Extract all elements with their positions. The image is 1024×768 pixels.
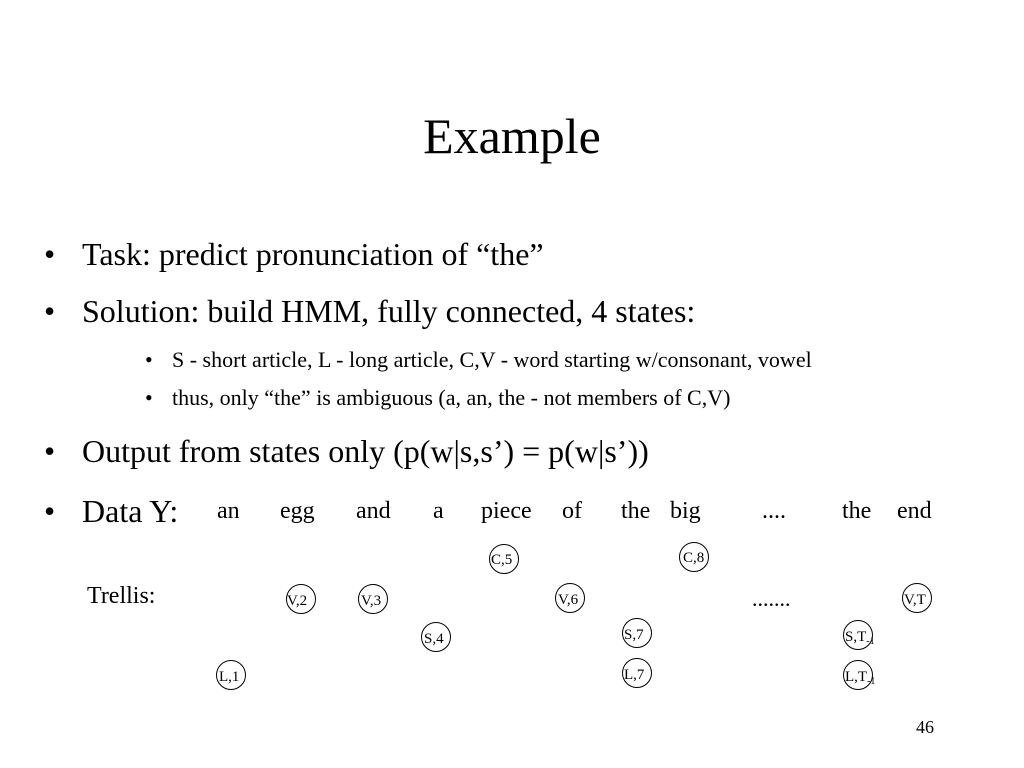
- bullet-task: [44, 234, 544, 274]
- slide-title: Example: [423, 108, 601, 164]
- trellis-node-label: V,3: [361, 593, 382, 609]
- trellis-node-label: $S,T_{-1}$: [845, 629, 875, 647]
- bullet-dot: •: [145, 347, 153, 372]
- data-word: big: [670, 498, 701, 524]
- data-word: end: [897, 498, 932, 524]
- bullet-dot: •: [44, 236, 56, 272]
- bullet-text: Solution: build HMM, fully connected, 4 states:: [82, 293, 696, 329]
- trellis-node-label: V,2: [287, 593, 308, 609]
- bullet-dot: •: [44, 433, 56, 469]
- data-word: an: [217, 498, 240, 524]
- bullet-solution: [44, 291, 695, 331]
- data-word: ....: [762, 498, 786, 524]
- trellis-node-label: L,1: [219, 669, 240, 685]
- trellis-node-label: S,7: [624, 627, 644, 643]
- sub-bullet-ambiguous: [145, 384, 730, 412]
- data-word: of: [562, 498, 582, 524]
- data-word: and: [356, 498, 391, 524]
- bullet-data: [44, 491, 178, 531]
- data-word: a: [433, 498, 444, 524]
- trellis-node-label: V,T: [904, 592, 926, 608]
- slide-number: 46: [916, 717, 934, 737]
- trellis-node-label: S,4: [424, 631, 444, 647]
- trellis-node-label: V,6: [558, 592, 579, 608]
- bullet-text: thus, only “the” is ambiguous (a, an, the - not members of C,V): [172, 385, 731, 410]
- trellis-node-label: C,5: [491, 552, 513, 568]
- bullet-text: Task: predict pronunciation of “the”: [82, 236, 544, 272]
- bullet-dot: •: [44, 493, 56, 529]
- bullet-text: S - short article, L - long article, C,V - word starting w/consonant, vowel: [172, 347, 812, 372]
- data-word: the: [621, 498, 651, 524]
- bullet-output: [44, 431, 649, 471]
- trellis-node-label: L,7: [624, 667, 645, 683]
- data-word: egg: [280, 498, 315, 524]
- trellis-node-label: $L,T_{-1}$: [845, 669, 876, 687]
- bullet-dot: •: [44, 293, 56, 329]
- sub-bullet-states: [145, 346, 812, 374]
- bullet-dot: •: [145, 385, 153, 410]
- trellis-node-label: C,8: [683, 550, 705, 566]
- bullet-text: Output from states only (p(w|s,s’) = p(w|s’)): [82, 433, 649, 469]
- trellis-label: Trellis:: [87, 583, 156, 609]
- data-word: piece: [481, 498, 532, 524]
- bullet-text: Data Y:: [82, 493, 179, 529]
- data-word: the: [842, 498, 872, 524]
- trellis-ellipsis: .......: [752, 586, 791, 611]
